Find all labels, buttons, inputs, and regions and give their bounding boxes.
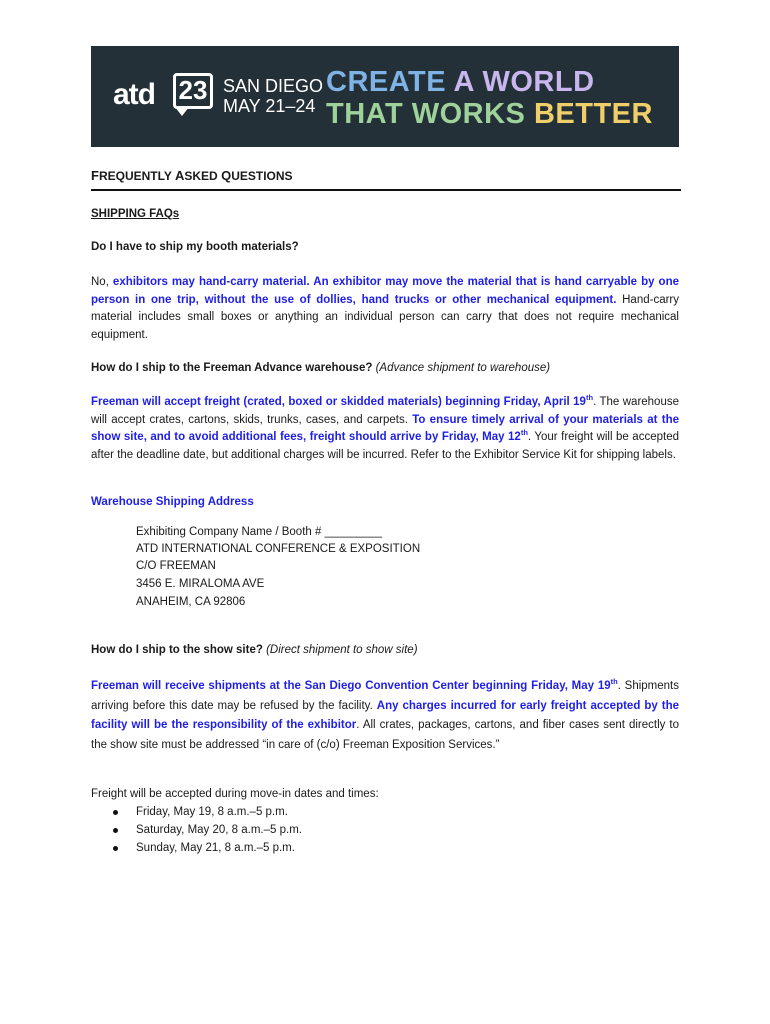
atd-logo-text: atd xyxy=(113,78,155,111)
list-item: Sunday, May 21, 8 a.m.–5 p.m. xyxy=(110,839,302,857)
list-item: Saturday, May 20, 8 a.m.–5 p.m. xyxy=(110,821,302,839)
speech-bubble-tail-icon xyxy=(175,107,189,116)
list-item: Friday, May 19, 8 a.m.–5 p.m. xyxy=(110,803,302,821)
bullet-icon xyxy=(113,810,118,815)
event-banner xyxy=(91,46,679,147)
bullet-icon xyxy=(113,828,118,833)
event-dates: MAY 21–24 xyxy=(223,96,316,116)
answer-booth-materials: No, exhibitors may hand-carry material. An exhibitor may move the material that is hand carryable by one person in one trip, without the use of dollies, hand trucks or other mechanical equipment. Hand-carry material includes small boxes or anything an individual person can carry that does not require mechanical equipment. xyxy=(91,276,680,341)
answer-advance-warehouse: Freeman will accept freight (crated, boxed or skidded materials) beginning Friday, April 19th. The warehouse will accept crates, cartons, skids, trunks, cases, and carpets. To ensure timely arrival of your materials at the show site, and to avoid additional fees, freight should arrive by Friday, May 12th. Your freight will be accepted after the deadline date, but additional charges will be incurred. Refer to the Exhibitor Service Kit for shipping labels. xyxy=(91,393,679,461)
section-title: SHIPPING FAQs xyxy=(91,208,180,220)
question-show-site: How do I ship to the show site? (Direct shipment to show site) xyxy=(91,644,418,656)
event-location: SAN DIEGO xyxy=(223,76,324,96)
answer-show-site: Freeman will receive shipments at the San Diego Convention Center beginning Friday, May 19th. Shipments arriving before this date may be refused by the facility. Any charges incurred for early freight accepted by the facility will be the responsibility of the exhibitor. All crates, packages, cartons, and fiber cases sent directly to the show site must be addressed “in care of (c/o) Freeman Exposition Services.” xyxy=(91,677,679,751)
title-divider xyxy=(91,189,681,191)
warehouse-address-line: 3456 E. MIRALOMA AVE xyxy=(136,578,265,590)
logo-number: 23 xyxy=(178,75,208,105)
tagline-word-create: CREATE xyxy=(326,66,447,98)
tagline-word-better: BETTER xyxy=(525,98,653,130)
warehouse-address-heading: Warehouse Shipping Address xyxy=(91,496,254,508)
page-title: FREQUENTLY ASKED QUESTIONS xyxy=(91,168,293,183)
warehouse-address-line: ATD INTERNATIONAL CONFERENCE & EXPOSITION xyxy=(136,543,421,555)
tagline-word-a-world: A WORLD xyxy=(446,66,595,98)
bullet-icon xyxy=(113,846,118,851)
warehouse-address-line: Exhibiting Company Name / Booth # _________ xyxy=(136,526,383,538)
question-advance-warehouse: How do I ship to the Freeman Advance warehouse? (Advance shipment to warehouse) xyxy=(91,362,551,374)
move-in-intro: Freight will be accepted during move-in dates and times: xyxy=(91,788,379,800)
move-in-schedule-list xyxy=(110,803,302,857)
question-booth-materials: Do I have to ship my booth materials? xyxy=(91,241,299,253)
banner-tagline xyxy=(326,66,653,130)
warehouse-address-line: ANAHEIM, CA 92806 xyxy=(136,596,246,608)
tagline-word-that-works: THAT WORKS xyxy=(326,98,526,130)
warehouse-address-line: C/O FREEMAN xyxy=(136,560,216,572)
